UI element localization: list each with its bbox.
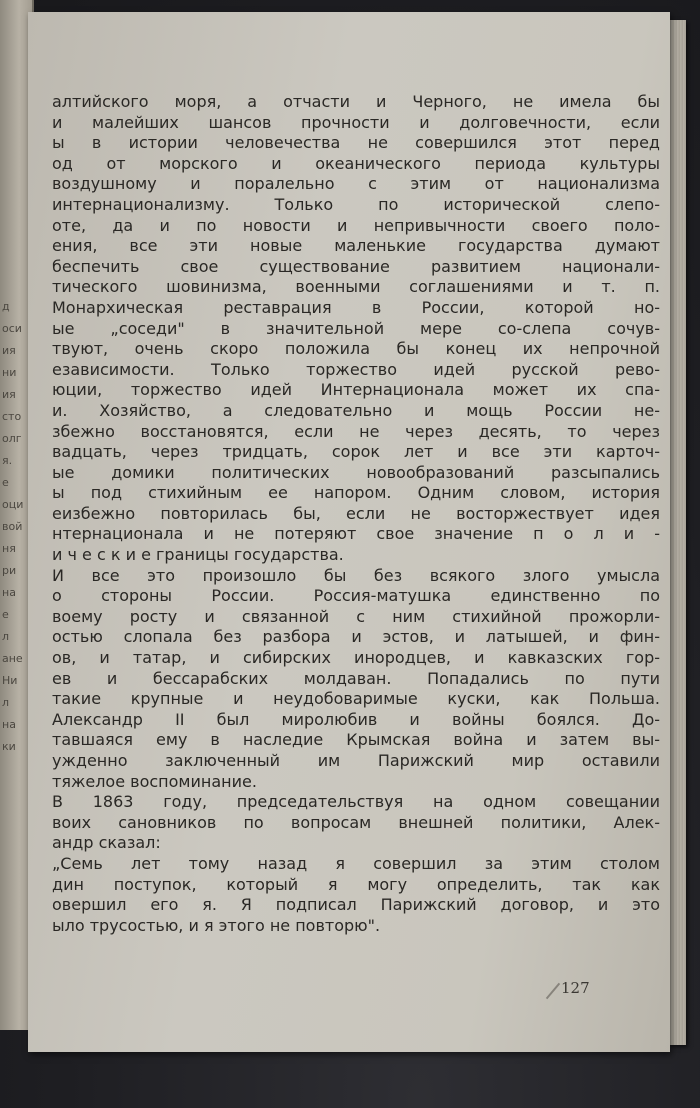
text-line: и ч е с к и е границы государства.: [52, 545, 344, 565]
facing-page-fragment: ане: [2, 652, 23, 665]
text-line: юции, торжество идей Интернационала может их спа-: [52, 380, 660, 400]
text-line: вадцать, через тридцать, сорок лет и все эти карточ-: [52, 442, 660, 462]
facing-page-fragment: л: [2, 630, 10, 643]
text-line: воздушному и поралельно с этим от национализма: [52, 174, 660, 194]
facing-page-fragment: олг: [2, 432, 22, 445]
text-line: андр сказал:: [52, 833, 161, 853]
facing-page-fragment: д: [2, 300, 10, 313]
text-line: ые „соседи" в значительной мере со-слепа сочув-: [52, 318, 660, 338]
text-line: такие крупные и неудобоваримые куски, как Польша.: [52, 689, 660, 709]
text-line: ыло трусостью, и я этого не повторю".: [52, 915, 381, 935]
facing-page-fragment: е: [2, 476, 9, 489]
text-line: ов, и татар, и сибирских инородцев, и кавказских гор-: [52, 648, 660, 668]
text-line: „Семь лет тому назад я совершил за этим столом: [52, 853, 660, 873]
text-line: еизбежно повторилась бы, если не восторжествует идея: [52, 503, 660, 523]
text-line: нтернационала и не потеряют свое значение п о л и -: [52, 524, 660, 544]
text-line: ев и бессарабских молдаван. Попадались по пути: [52, 668, 660, 688]
text-line: езависимости. Только торжество идей русской рево-: [52, 359, 660, 379]
text-line: воему росту и связанной с ним стихийной прожорли-: [52, 606, 660, 626]
text-line: тяжелое воспоминание.: [52, 771, 257, 791]
text-line: Александр II был миролюбив и войны боялся. До-: [52, 709, 660, 729]
pencil-mark: [546, 983, 560, 1000]
text-line: тического шовинизма, военными соглашениями и т. п.: [52, 277, 660, 297]
text-line: оте, да и по новости и непривычности своего поло-: [52, 215, 660, 235]
text-line: и малейших шансов прочности и долговечности, если: [52, 112, 660, 132]
text-line: воих сановников по вопросам внешней политики, Алек-: [52, 812, 660, 832]
facing-page-fragment: ия: [2, 388, 16, 401]
facing-page-fragment: сто: [2, 410, 22, 423]
page-block-edge: [668, 20, 686, 1045]
text-line: о стороны России. Россия-матушка единственно по: [52, 586, 660, 606]
facing-page-fragment: Ни: [2, 674, 18, 687]
text-line: ые домики политических новообразований разсыпались: [52, 462, 660, 482]
text-line: збежно восстановятся, если не через десять, то через: [52, 421, 660, 441]
text-line: беспечить свое существование развитием национали-: [52, 256, 660, 276]
text-line: од от морского и океанического периода культуры: [52, 153, 660, 173]
facing-page-fragment: ки: [2, 740, 16, 753]
text-line: и. Хозяйство, а следовательно и мощь России не-: [52, 400, 660, 420]
text-line: В 1863 году, председательствуя на одном совещании: [52, 792, 660, 812]
text-line: алтийского моря, а отчасти и Черного, не имела бы: [52, 92, 660, 111]
text-line: Монархическая реставрация в России, которой но-: [52, 297, 660, 317]
text-line: И все это произошло бы без всякого злого умысла: [52, 565, 660, 585]
facing-page-fragment: е: [2, 608, 9, 621]
facing-page-fragment: я.: [2, 454, 13, 467]
facing-page-fragment: ия: [2, 344, 16, 357]
facing-page-fragment: на: [2, 718, 16, 731]
text-line: овершил его я. Я подписал Парижский договор, и это: [52, 895, 660, 915]
text-line: твуют, очень скоро положила бы конец их непрочной: [52, 339, 660, 359]
facing-page-fragment: ня: [2, 542, 16, 555]
text-line: ужденно заключенный им Парижский мир оставили: [52, 751, 660, 770]
facing-page-fragment: оци: [2, 498, 24, 511]
page-number: 127: [561, 979, 590, 997]
text-line: тавшаяся ему в наследие Крымская война и затем вы-: [52, 730, 660, 750]
book-page: [28, 12, 670, 1052]
text-line: ы в истории человечества не совершился этот перед: [52, 133, 660, 153]
facing-page-fragment: на: [2, 586, 16, 599]
text-line: дин поступок, который я могу определить, так как: [52, 874, 660, 894]
facing-page-fragment: оси: [2, 322, 22, 335]
facing-page-fragment: ри: [2, 564, 17, 577]
facing-page-fragment: л: [2, 696, 10, 709]
page-text: [52, 92, 660, 936]
facing-page-fragment: вой: [2, 520, 23, 533]
text-line: интернационализму. Только по исторической слепо-: [52, 194, 660, 214]
facing-page-fragment: ни: [2, 366, 17, 379]
text-line: остью слопала без разбора и эстов, и латышей, и фин-: [52, 627, 660, 647]
text-line: ения, все эти новые маленькие государства думают: [52, 236, 660, 256]
text-line: ы под стихийным ее напором. Одним словом, история: [52, 483, 660, 503]
